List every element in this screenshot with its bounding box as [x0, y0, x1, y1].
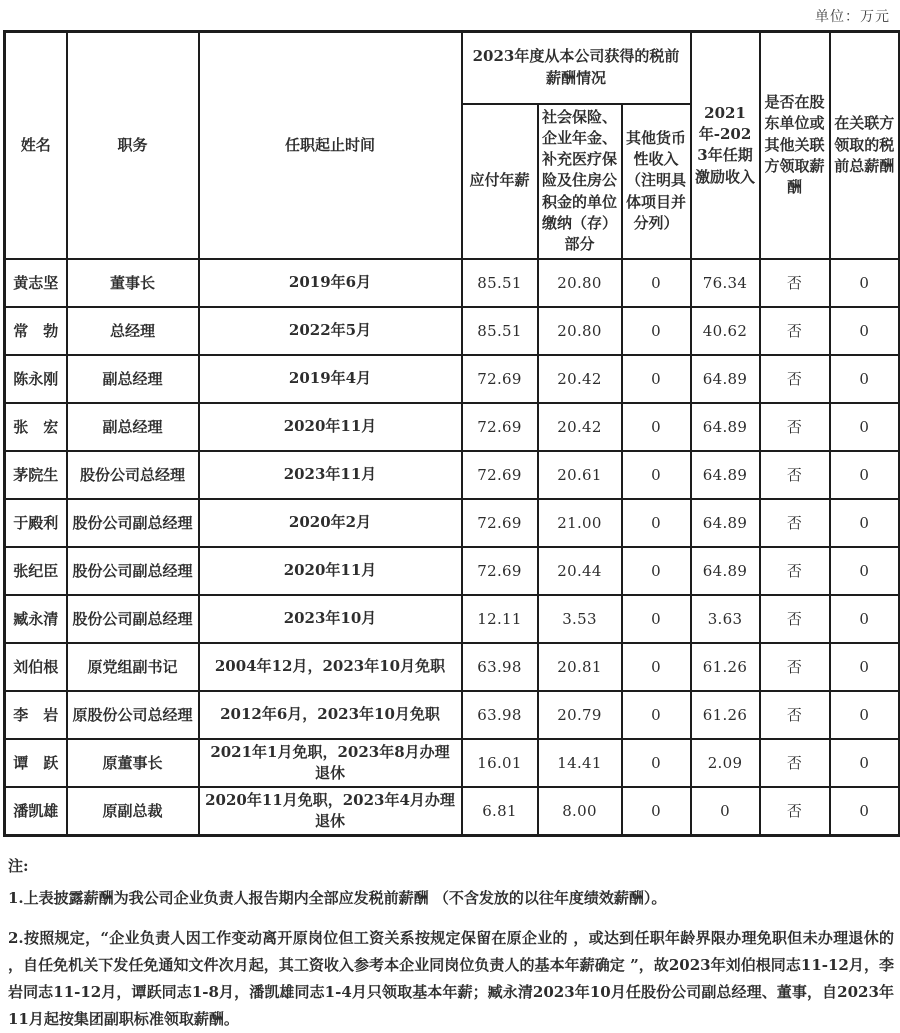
cell-position: 董事长	[67, 259, 199, 307]
cell-social-insurance: 20.61	[538, 451, 622, 499]
table-row	[5, 403, 900, 451]
cell-social-insurance: 20.42	[538, 355, 622, 403]
cell-paid-by-related: 否	[760, 307, 830, 355]
cell-incentive: 0	[691, 787, 760, 836]
cell-paid-by-related: 否	[760, 355, 830, 403]
cell-paid-by-related: 否	[760, 259, 830, 307]
cell-other-monetary: 0	[622, 355, 691, 403]
table-row	[5, 787, 900, 836]
table-row	[5, 259, 900, 307]
cell-annual-salary: 12.11	[462, 595, 538, 643]
table-row	[5, 547, 900, 595]
cell-position: 原董事长	[67, 739, 199, 787]
cell-name: 陈永刚	[5, 355, 67, 403]
table-row	[5, 451, 900, 499]
cell-related-total: 0	[830, 307, 900, 355]
cell-name: 于殿利	[5, 499, 67, 547]
cell-tenure: 2021年1月免职，2023年8月办理退休	[199, 739, 462, 787]
cell-incentive: 61.26	[691, 643, 760, 691]
cell-social-insurance: 20.80	[538, 307, 622, 355]
cell-paid-by-related: 否	[760, 787, 830, 836]
cell-related-total: 0	[830, 643, 900, 691]
cell-annual-salary: 72.69	[462, 403, 538, 451]
cell-social-insurance: 21.00	[538, 499, 622, 547]
cell-tenure: 2019年6月	[199, 259, 462, 307]
cell-social-insurance: 3.53	[538, 595, 622, 643]
header-name: 姓名	[5, 32, 67, 259]
cell-tenure: 2012年6月，2023年10月免职	[199, 691, 462, 739]
cell-position: 副总经理	[67, 355, 199, 403]
header-tenure: 任职起止时间	[199, 32, 462, 259]
cell-related-total: 0	[830, 595, 900, 643]
table-row	[5, 691, 900, 739]
cell-related-total: 0	[830, 355, 900, 403]
cell-position: 副总经理	[67, 403, 199, 451]
note-item-2: 2.按照规定，“企业负责人因工作变动离开原岗位但工资关系按规定保留在原企业的 ，或达到任职年龄界限办理免职但未办理退休的 ，自任免机关下发任免通知文件次月起，其工资收入参考本企业同岗位负责人的基本年薪确定 ”，故2023年刘伯根同志11-12月，李岩同志11-12月，谭跃同志1-8月，潘凯雄同志1-4月只领取基本年薪；臧永清2023年10月任股份公司副总经理、董事，自2023年11月起按集团副职标准领取薪酬。	[8, 928, 894, 1028]
cell-name: 张纪臣	[5, 547, 67, 595]
cell-name: 臧永清	[5, 595, 67, 643]
cell-social-insurance: 20.80	[538, 259, 622, 307]
header-incentive-2021-2023: 2021年-2023年任期激励收入	[691, 32, 760, 259]
unit-label: 单位：万元	[815, 9, 890, 25]
cell-incentive: 64.89	[691, 355, 760, 403]
cell-related-total: 0	[830, 403, 900, 451]
cell-tenure: 2004年12月，2023年10月免职	[199, 643, 462, 691]
cell-other-monetary: 0	[622, 691, 691, 739]
cell-other-monetary: 0	[622, 643, 691, 691]
header-comp-2023-group: 2023年度从本公司获得的税前薪酬情况	[462, 32, 691, 104]
cell-related-total: 0	[830, 691, 900, 739]
cell-name: 李 岩	[5, 691, 67, 739]
header-position: 职务	[67, 32, 199, 259]
cell-other-monetary: 0	[622, 595, 691, 643]
cell-position: 股份公司总经理	[67, 451, 199, 499]
cell-annual-salary: 63.98	[462, 691, 538, 739]
cell-other-monetary: 0	[622, 787, 691, 836]
cell-tenure: 2020年11月	[199, 547, 462, 595]
cell-tenure: 2019年4月	[199, 355, 462, 403]
cell-position: 原副总裁	[67, 787, 199, 836]
header-annual-salary: 应付年薪	[462, 104, 538, 259]
cell-annual-salary: 85.51	[462, 259, 538, 307]
note-item-1: 1.上表披露薪酬为我公司企业负责人报告期内全部应发税前薪酬 （不含发放的以往年度绩效薪酬）。	[8, 888, 667, 907]
cell-tenure: 2023年11月	[199, 451, 462, 499]
cell-tenure: 2020年11月	[199, 403, 462, 451]
cell-incentive: 2.09	[691, 739, 760, 787]
cell-position: 股份公司副总经理	[67, 547, 199, 595]
table-row	[5, 355, 900, 403]
cell-incentive: 64.89	[691, 499, 760, 547]
table-row	[5, 739, 900, 787]
cell-name: 潘凯雄	[5, 787, 67, 836]
cell-social-insurance: 20.79	[538, 691, 622, 739]
cell-position: 原股份公司总经理	[67, 691, 199, 739]
cell-paid-by-related: 否	[760, 547, 830, 595]
table-row	[5, 643, 900, 691]
cell-social-insurance: 20.81	[538, 643, 622, 691]
cell-name: 张 宏	[5, 403, 67, 451]
header-other-monetary: 其他货币性收入（注明具体项目并分列）	[622, 104, 691, 259]
cell-position: 总经理	[67, 307, 199, 355]
cell-annual-salary: 72.69	[462, 499, 538, 547]
table-row	[5, 499, 900, 547]
cell-annual-salary: 72.69	[462, 451, 538, 499]
cell-annual-salary: 6.81	[462, 787, 538, 836]
cell-annual-salary: 72.69	[462, 355, 538, 403]
cell-position: 股份公司副总经理	[67, 595, 199, 643]
table-header	[5, 32, 900, 259]
cell-name: 常 勃	[5, 307, 67, 355]
cell-name: 谭 跃	[5, 739, 67, 787]
cell-other-monetary: 0	[622, 547, 691, 595]
notes-label: 注:	[8, 856, 29, 875]
compensation-table	[3, 30, 900, 837]
cell-tenure: 2023年10月	[199, 595, 462, 643]
cell-other-monetary: 0	[622, 451, 691, 499]
notes-section	[3, 837, 898, 1033]
cell-incentive: 64.89	[691, 547, 760, 595]
cell-social-insurance: 14.41	[538, 739, 622, 787]
cell-related-total: 0	[830, 547, 900, 595]
cell-other-monetary: 0	[622, 307, 691, 355]
table-row	[5, 595, 900, 643]
cell-paid-by-related: 否	[760, 499, 830, 547]
cell-incentive: 3.63	[691, 595, 760, 643]
header-social-insurance: 社会保险、企业年金、补充医疗保险及住房公积金的单位缴纳（存）部分	[538, 104, 622, 259]
cell-tenure: 2022年5月	[199, 307, 462, 355]
cell-incentive: 76.34	[691, 259, 760, 307]
cell-related-total: 0	[830, 451, 900, 499]
cell-position: 股份公司副总经理	[67, 499, 199, 547]
cell-annual-salary: 72.69	[462, 547, 538, 595]
cell-other-monetary: 0	[622, 403, 691, 451]
cell-name: 黄志坚	[5, 259, 67, 307]
cell-other-monetary: 0	[622, 259, 691, 307]
cell-related-total: 0	[830, 787, 900, 836]
table-row	[5, 307, 900, 355]
cell-annual-salary: 16.01	[462, 739, 538, 787]
cell-social-insurance: 20.42	[538, 403, 622, 451]
cell-other-monetary: 0	[622, 739, 691, 787]
cell-incentive: 61.26	[691, 691, 760, 739]
cell-social-insurance: 8.00	[538, 787, 622, 836]
cell-other-monetary: 0	[622, 499, 691, 547]
cell-paid-by-related: 否	[760, 403, 830, 451]
cell-name: 刘伯根	[5, 643, 67, 691]
cell-paid-by-related: 否	[760, 595, 830, 643]
header-paid-by-related: 是否在股东单位或其他关联方领取薪酬	[760, 32, 830, 259]
cell-paid-by-related: 否	[760, 451, 830, 499]
cell-incentive: 64.89	[691, 403, 760, 451]
cell-incentive: 40.62	[691, 307, 760, 355]
cell-tenure: 2020年2月	[199, 499, 462, 547]
cell-paid-by-related: 否	[760, 739, 830, 787]
cell-tenure: 2020年11月免职，2023年4月办理退休	[199, 787, 462, 836]
cell-related-total: 0	[830, 739, 900, 787]
cell-incentive: 64.89	[691, 451, 760, 499]
cell-related-total: 0	[830, 259, 900, 307]
cell-paid-by-related: 否	[760, 691, 830, 739]
header-related-total: 在关联方领取的税前总薪酬	[830, 32, 900, 259]
cell-position: 原党组副书记	[67, 643, 199, 691]
cell-related-total: 0	[830, 499, 900, 547]
cell-paid-by-related: 否	[760, 643, 830, 691]
cell-social-insurance: 20.44	[538, 547, 622, 595]
cell-annual-salary: 85.51	[462, 307, 538, 355]
cell-annual-salary: 63.98	[462, 643, 538, 691]
cell-name: 茅院生	[5, 451, 67, 499]
table-body	[5, 259, 900, 836]
